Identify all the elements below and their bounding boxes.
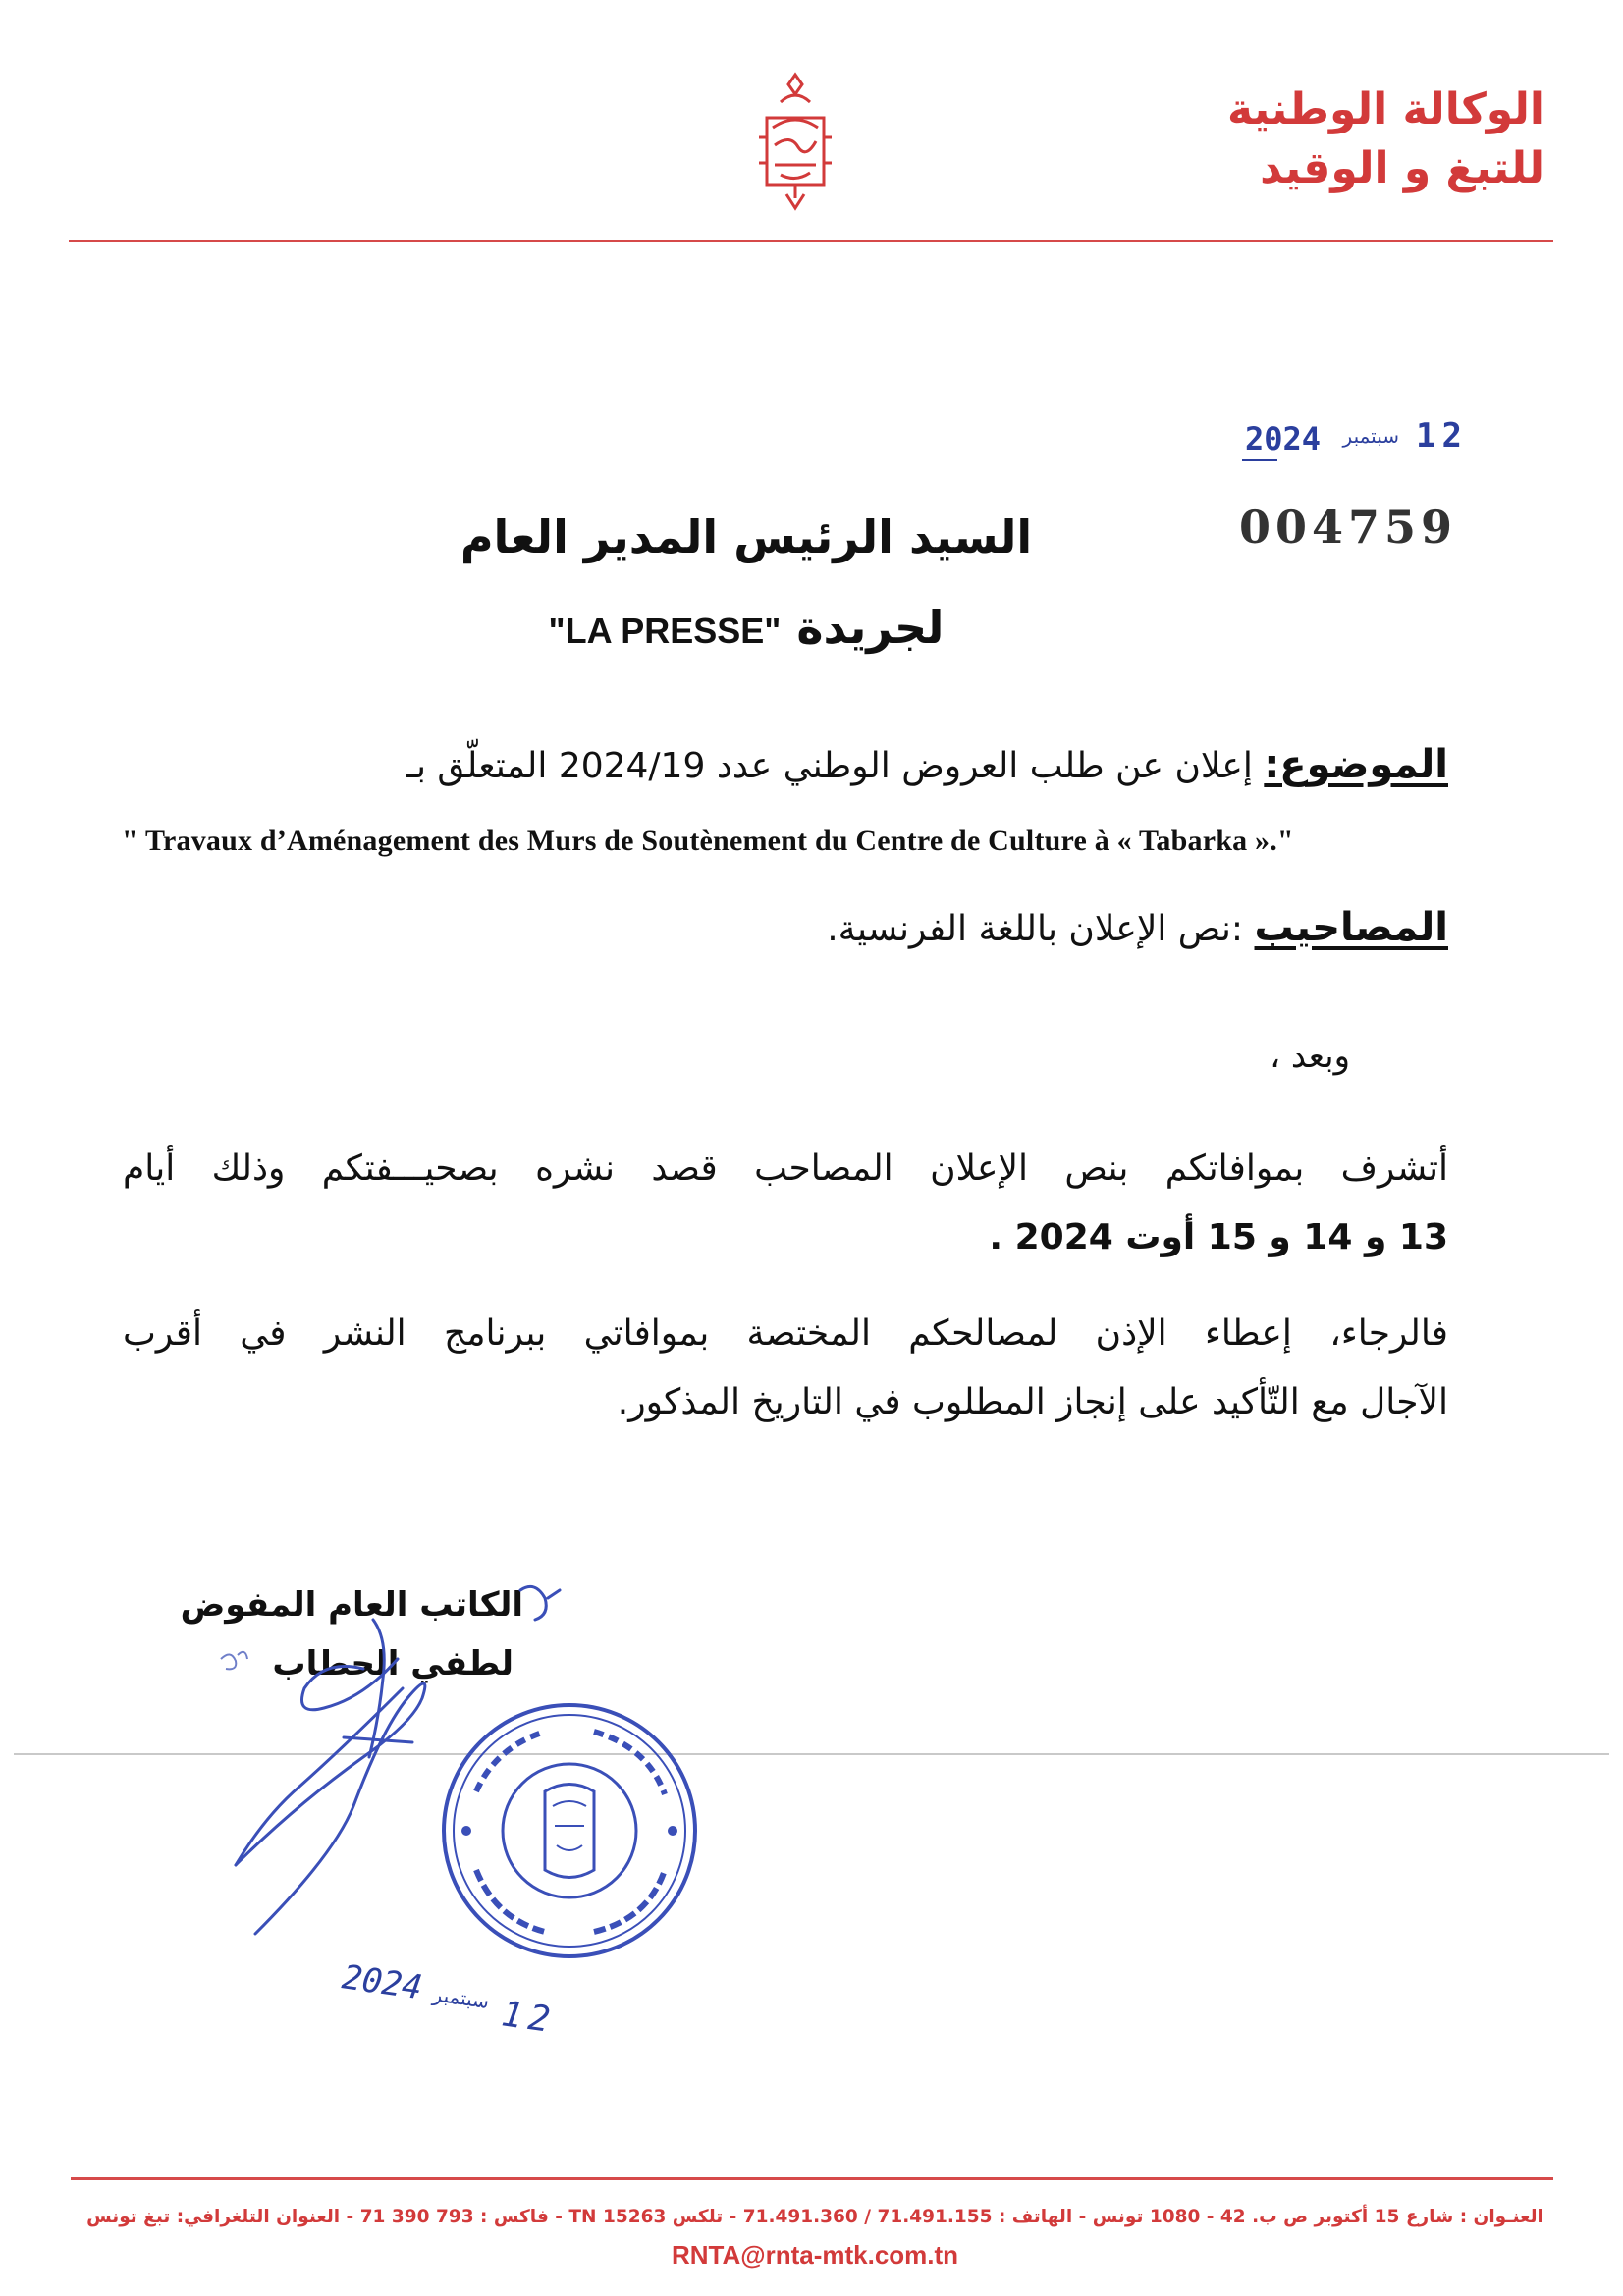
date-stamp-year: 2024 [1244, 420, 1321, 457]
newspaper-name: "LA PRESSE" [548, 611, 782, 651]
addressee-newspaper-prefix: لجريدة [796, 601, 945, 654]
footer-email: RNTA@rnta-mtk.com.tn [671, 2240, 959, 2269]
paragraph-2-line-1: فالرجاء، إعطاء الإذن لمصالحكم المختصة بموافاتي ببرنامج النشر في أقرب [123, 1313, 1448, 1354]
date-stamp-bottom-year: 2024 [339, 1957, 425, 2008]
subject-label: الموضوع: [1264, 742, 1448, 787]
attachment-label: المصاحيب [1254, 905, 1448, 950]
header-divider [69, 240, 1553, 242]
addressee-newspaper [412, 601, 1080, 654]
paragraph-1-line-2: 13 و 14 و 15 أوت 2024 . [989, 1217, 1448, 1257]
date-stamp-day: 12 [1416, 416, 1468, 455]
agency-name [1132, 80, 1544, 198]
subject-french-title: " Travaux d’Aménagement des Murs de Soutènement du Centre de Culture à « Tabarka »." [122, 825, 1294, 857]
subject-line [172, 742, 1448, 787]
reference-number: 004759 [1239, 501, 1458, 554]
subject-text: إعلان عن طلب العروض الوطني عدد 2024/19 المتعلّق بـ [406, 746, 1253, 786]
attachment-text: :نص الإعلان باللغة الفرنسية. [827, 909, 1244, 949]
addressee-title: السيد الرئيس المدير العام [460, 510, 1033, 563]
date-stamp [1242, 416, 1468, 469]
paragraph-2-line-2: الآجال مع التّأكيد على إنجاز المطلوب في التاريخ المذكور. [617, 1382, 1448, 1422]
footer-divider [71, 2177, 1553, 2180]
attachment-line [172, 905, 1448, 950]
date-stamp-bottom-month: سبتمبر [431, 1982, 491, 2014]
date-stamp-bottom [319, 1955, 584, 2078]
official-seal-icon [437, 1698, 702, 1963]
footer-address: العنـوان : شارع 15 أكتوبر ص ب. 42 - 1080 تونس - الهاتف : 71.491.155 / 71.491.360 - تلكس 15263 TN - فاكس : 793 390 71 - العنوان التلغرافي: تبغ تونس [86, 2207, 1543, 2227]
date-stamp-bottom-day: 12 [499, 1994, 559, 2042]
signatory-title: الكاتب العام المفوض [180, 1585, 523, 1625]
agency-name-line2: للتبغ و الوقيد [1260, 143, 1544, 193]
salutation: وبعد ، [1270, 1037, 1350, 1076]
paragraph-1-line-1: أتشرف بموافاتكم بنص الإعلان المصاحب قصد نشره بصحيـــفتكم وذلك أيام [123, 1148, 1448, 1189]
date-stamp-month: سبتمبر [1342, 424, 1399, 448]
signatory-name: لطفي الحطاب [272, 1644, 514, 1683]
date-stamp-underline [1242, 459, 1277, 461]
agency-emblem-icon [751, 69, 839, 216]
agency-name-line1: الوكالة الوطنية [1226, 84, 1544, 134]
